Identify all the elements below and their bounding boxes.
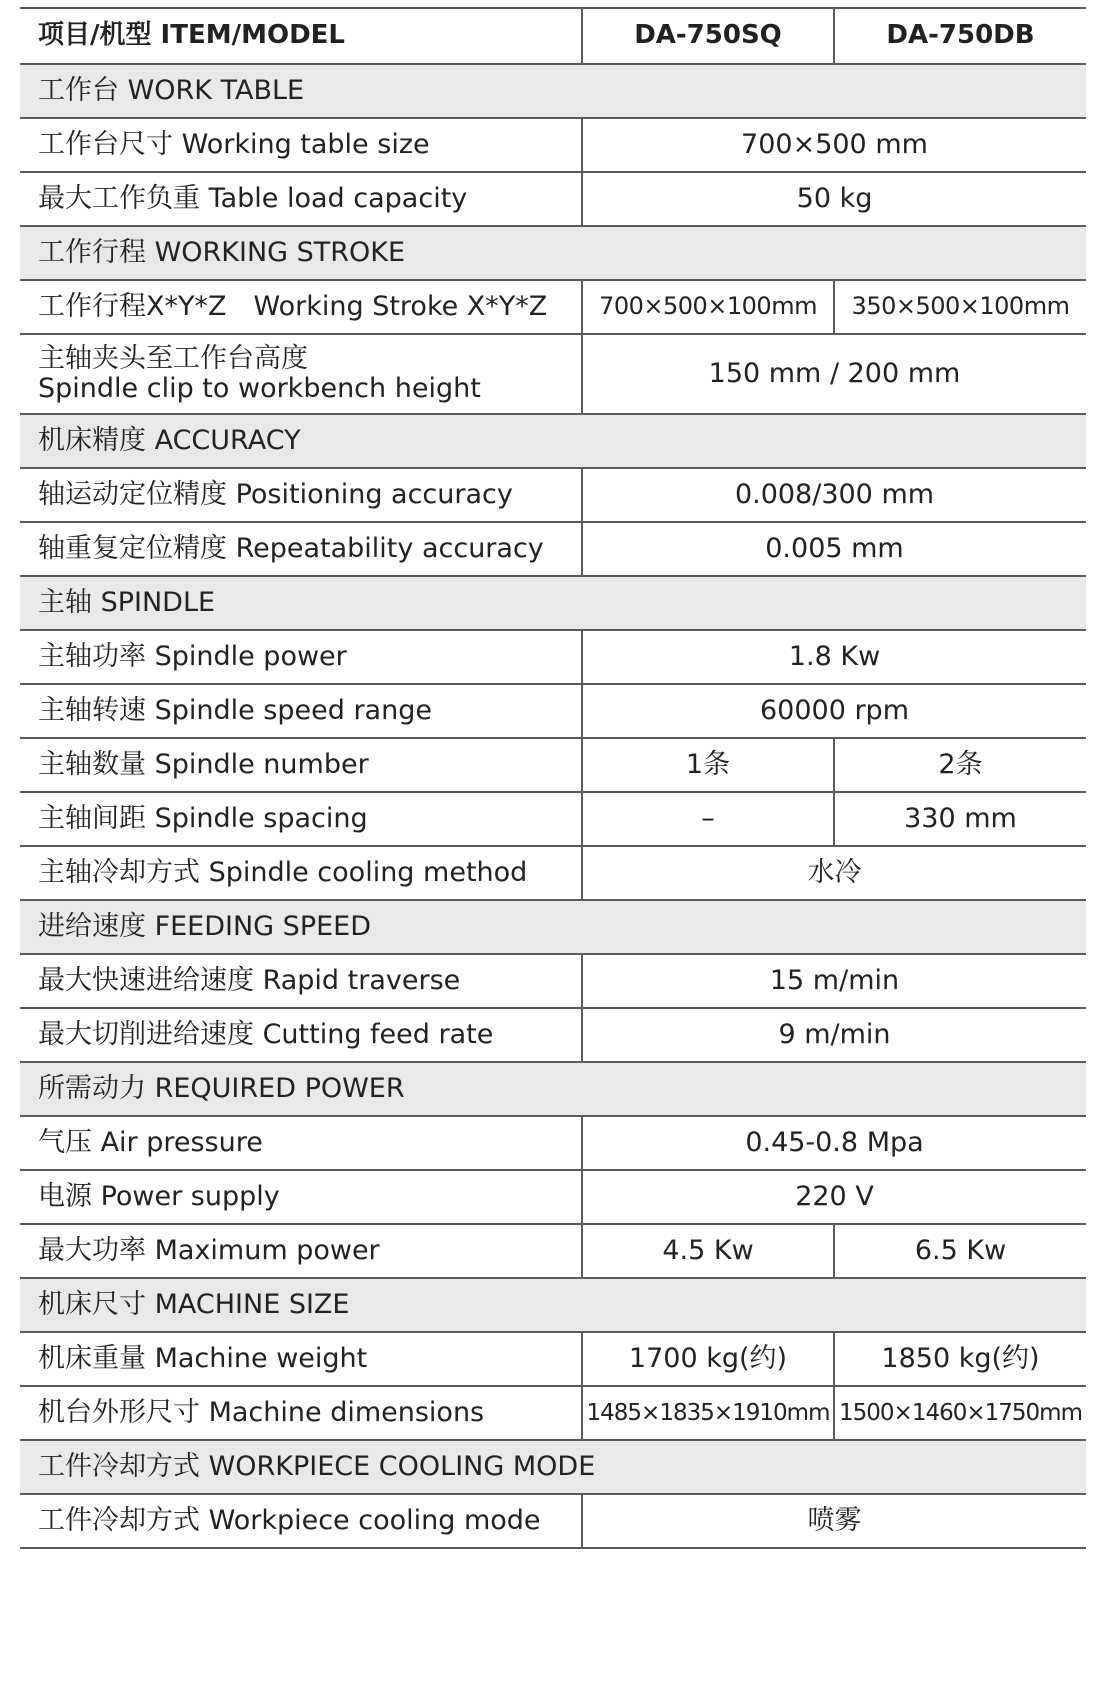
- spec-label: 最大功率 Maximum power: [20, 1224, 582, 1278]
- spec-value: 喷雾: [582, 1494, 1086, 1548]
- spec-label: 最大切削进给速度 Cutting feed rate: [20, 1008, 582, 1062]
- section-title: 工件冷却方式 WORKPIECE COOLING MODE: [20, 1440, 1086, 1494]
- spec-value-model-a: 1485×1835×1910mm: [582, 1386, 834, 1440]
- section-row-machine-size: [20, 1278, 1086, 1332]
- spec-row-positioning-accuracy: [20, 468, 1086, 522]
- section-row-spindle: [20, 576, 1086, 630]
- spec-value: 700×500 mm: [582, 118, 1086, 172]
- spec-row-spindle-power: [20, 630, 1086, 684]
- spec-row-workpiece-cooling-mode: [20, 1494, 1086, 1548]
- spec-table: [20, 7, 1086, 1549]
- spec-value: 220 V: [582, 1170, 1086, 1224]
- section-row-required-power: [20, 1062, 1086, 1116]
- spec-value: 9 m/min: [582, 1008, 1086, 1062]
- section-row-working-stroke: [20, 226, 1086, 280]
- spec-value: 150 mm / 200 mm: [582, 334, 1086, 414]
- spec-label: 最大快速进给速度 Rapid traverse: [20, 954, 582, 1008]
- spec-label: 主轴转速 Spindle speed range: [20, 684, 582, 738]
- spec-value-model-b: 1850 kg(约): [834, 1332, 1086, 1386]
- section-row-feeding-speed: [20, 900, 1086, 954]
- spec-label: 轴运动定位精度 Positioning accuracy: [20, 468, 582, 522]
- spec-label: 电源 Power supply: [20, 1170, 582, 1224]
- spec-value: 15 m/min: [582, 954, 1086, 1008]
- section-row-work-table: [20, 64, 1086, 118]
- section-title: 主轴 SPINDLE: [20, 576, 1086, 630]
- spec-value-model-b: 350×500×100mm: [834, 280, 1086, 334]
- spec-row-working-stroke-xyz: [20, 280, 1086, 334]
- section-row-accuracy: [20, 414, 1086, 468]
- item-model-header: 项目/机型 ITEM/MODEL: [20, 8, 582, 64]
- spec-value-model-a: 1条: [582, 738, 834, 792]
- spec-label: 工作行程X*Y*Z Working Stroke X*Y*Z: [20, 280, 582, 334]
- spec-row-spindle-speed: [20, 684, 1086, 738]
- spec-value: 0.45-0.8 Mpa: [582, 1116, 1086, 1170]
- spec-row-spindle-cooling: [20, 846, 1086, 900]
- spec-row-maximum-power: [20, 1224, 1086, 1278]
- spec-label-en: Spindle clip to workbench height: [38, 373, 481, 404]
- spec-value-model-a: –: [582, 792, 834, 846]
- spec-row-spindle-clip-height: [20, 334, 1086, 414]
- spec-label: 工作台尺寸 Working table size: [20, 118, 582, 172]
- spec-label: 最大工作负重 Table load capacity: [20, 172, 582, 226]
- spec-row-machine-weight: [20, 1332, 1086, 1386]
- spec-value-model-b: 2条: [834, 738, 1086, 792]
- section-title: 机床精度 ACCURACY: [20, 414, 1086, 468]
- section-title: 工作行程 WORKING STROKE: [20, 226, 1086, 280]
- spec-label: 主轴间距 Spindle spacing: [20, 792, 582, 846]
- header-row: [20, 8, 1086, 64]
- spec-value-model-b: 330 mm: [834, 792, 1086, 846]
- model-a-header: DA-750SQ: [582, 8, 834, 64]
- spec-row-machine-dimensions: [20, 1386, 1086, 1440]
- section-title: 机床尺寸 MACHINE SIZE: [20, 1278, 1086, 1332]
- spec-value-model-a: 1700 kg(约): [582, 1332, 834, 1386]
- spec-label: 气压 Air pressure: [20, 1116, 582, 1170]
- spec-row-table-load: [20, 172, 1086, 226]
- spec-value-model-a: 4.5 Kw: [582, 1224, 834, 1278]
- spec-label: 主轴数量 Spindle number: [20, 738, 582, 792]
- spec-row-air-pressure: [20, 1116, 1086, 1170]
- spec-row-spindle-spacing: [20, 792, 1086, 846]
- spec-label: [20, 334, 582, 414]
- section-title: 工作台 WORK TABLE: [20, 64, 1086, 118]
- spec-value: 1.8 Kw: [582, 630, 1086, 684]
- spec-value: 0.008/300 mm: [582, 468, 1086, 522]
- spec-value-model-b: 1500×1460×1750mm: [834, 1386, 1086, 1440]
- spec-label: 机床重量 Machine weight: [20, 1332, 582, 1386]
- spec-value-model-a: 700×500×100mm: [582, 280, 834, 334]
- spec-row-repeatability-accuracy: [20, 522, 1086, 576]
- section-row-workpiece-cooling: [20, 1440, 1086, 1494]
- model-b-header: DA-750DB: [834, 8, 1086, 64]
- section-title: 进给速度 FEEDING SPEED: [20, 900, 1086, 954]
- spec-value-model-b: 6.5 Kw: [834, 1224, 1086, 1278]
- spec-label-cn: 主轴夹头至工作台高度: [38, 343, 308, 375]
- spec-row-rapid-traverse: [20, 954, 1086, 1008]
- spec-label: 机台外形尺寸 Machine dimensions: [20, 1386, 582, 1440]
- spec-label: 主轴功率 Spindle power: [20, 630, 582, 684]
- spec-value: 50 kg: [582, 172, 1086, 226]
- spec-row-spindle-number: [20, 738, 1086, 792]
- spec-value: 0.005 mm: [582, 522, 1086, 576]
- section-title: 所需动力 REQUIRED POWER: [20, 1062, 1086, 1116]
- spec-label: 轴重复定位精度 Repeatability accuracy: [20, 522, 582, 576]
- spec-value: 水冷: [582, 846, 1086, 900]
- spec-row-working-table-size: [20, 118, 1086, 172]
- spec-row-power-supply: [20, 1170, 1086, 1224]
- spec-value: 60000 rpm: [582, 684, 1086, 738]
- spec-label: 主轴冷却方式 Spindle cooling method: [20, 846, 582, 900]
- spec-label: 工件冷却方式 Workpiece cooling mode: [20, 1494, 582, 1548]
- spec-row-cutting-feed-rate: [20, 1008, 1086, 1062]
